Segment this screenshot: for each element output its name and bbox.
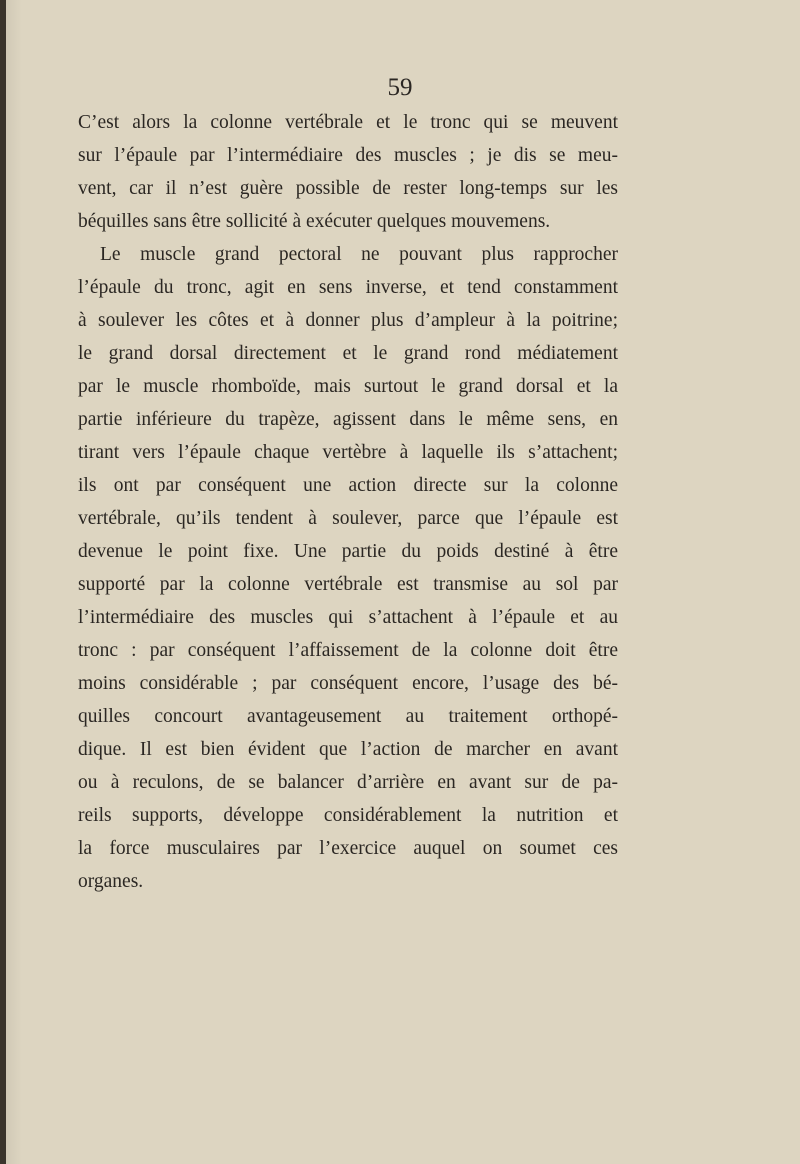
text-line: l’intermédiaire des muscles qui s’attachent à l’épaule et au (78, 607, 618, 628)
body-text (78, 106, 618, 898)
text-line: C’est alors la colonne vertébrale et le tronc qui se meuvent (78, 112, 618, 133)
text-line: vent, car il n’est guère possible de rester long-temps sur les (78, 178, 618, 199)
text-line: organes. (78, 871, 144, 892)
text-line: quilles concourt avantageusement au traitement orthopé- (78, 706, 618, 727)
text-line: moins considérable ; par conséquent encore, l’usage des bé- (78, 673, 618, 694)
text-line: béquilles sans être sollicité à exécuter quelques mouvemens. (78, 211, 551, 232)
text-line: vertébrale, qu’ils tendent à soulever, parce que l’épaule est (78, 508, 618, 529)
text-line: à soulever les côtes et à donner plus d’ampleur à la poitrine; (78, 310, 618, 331)
text-line: tirant vers l’épaule chaque vertèbre à laquelle ils s’attachent; (78, 442, 618, 463)
text-line: supporté par la colonne vertébrale est transmise au sol par (78, 574, 618, 595)
text-line: la force musculaires par l’exercice auquel on soumet ces (78, 838, 618, 859)
text-line: par le muscle rhomboïde, mais surtout le grand dorsal et la (78, 376, 618, 397)
text-line: partie inférieure du trapèze, agissent dans le même sens, en (78, 409, 618, 430)
text-line: sur l’épaule par l’intermédiaire des muscles ; je dis se meu- (78, 145, 618, 166)
text-line: le grand dorsal directement et le grand rond médiatement (78, 343, 618, 364)
text-line: ou à reculons, de se balancer d’arrière en avant sur de pa- (78, 772, 618, 793)
text-line: reils supports, développe considérablement la nutrition et (78, 805, 618, 826)
text-line: dique. Il est bien évident que l’action de marcher en avant (78, 739, 618, 760)
text-line: ils ont par conséquent une action directe sur la colonne (78, 475, 618, 496)
page-number: 59 (387, 74, 413, 101)
text-line: devenue le point fixe. Une partie du poids destiné à être (78, 541, 618, 562)
text-line: Le muscle grand pectoral ne pouvant plus rapprocher (100, 244, 618, 265)
text-line: tronc : par conséquent l’affaissement de la colonne doit être (78, 640, 618, 661)
book-spine-edge (0, 0, 6, 1164)
text-line: l’épaule du tronc, agit en sens inverse, et tend constamment (78, 277, 618, 298)
